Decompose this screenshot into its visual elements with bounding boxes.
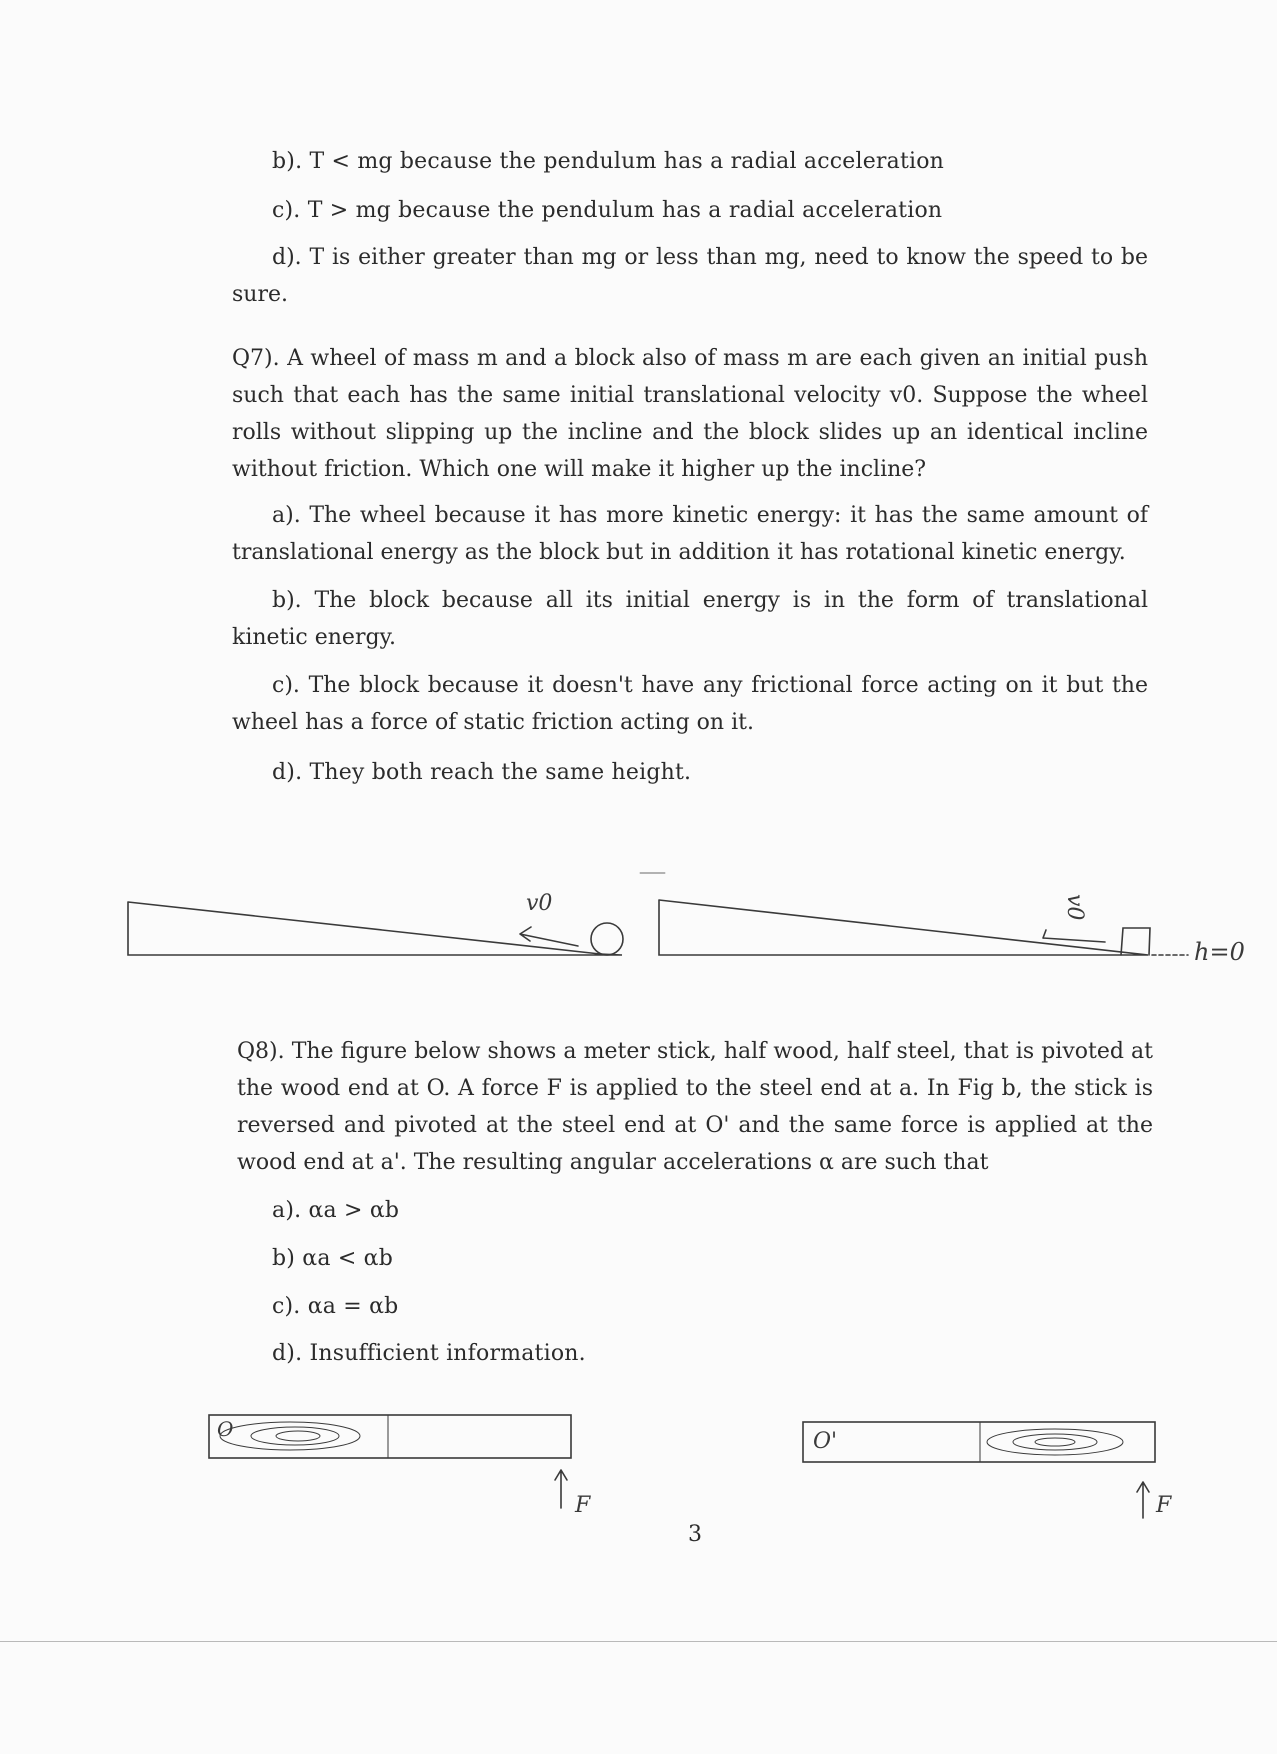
q6-option-d-text: d). T is either greater than mg or less than mg, need to know the speed to be sure. [232,245,1148,307]
force-arrow-a [555,1470,567,1508]
stick-a [209,1415,571,1458]
q8-option-a [272,1192,399,1230]
q7-option-d-text: d). They both reach the same height. [272,760,692,785]
force-f-label-b: F [1156,1493,1172,1518]
force-f-label-a: F [575,1493,591,1518]
q8-option-b-text: b) αa < αb [272,1246,393,1271]
q8-option-c-text: c). αa = αb [272,1294,399,1319]
q8-option-d [272,1335,586,1373]
q8-option-b [272,1240,393,1278]
wood-grain-b [987,1429,1123,1455]
q8-option-a-text: a). αa > αb [272,1198,400,1223]
q7-option-d [272,754,691,792]
left-v0-label: v0 [526,891,553,916]
q7-option-b: b). The block because all its initial energy is in the form of translational kinetic energy. [232,588,1148,650]
q8-question: Q8). The figure below shows a meter stick, half wood, half steel, that is pivoted at the wood end at O. A force F is applied to the steel end at a. In Fig b, the stick is reversed and pivoted at the steel end at O' and the same force is applied at the wood end at a'. The resulting angular accelerations α are such that [237,1039,1153,1175]
q6-option-d [232,239,1148,313]
stick-b [803,1422,1155,1462]
q6-option-c [272,192,942,230]
height-label: h=0 [1194,938,1245,966]
wood-grain-a [220,1422,360,1450]
page-bottom-rule [0,1641,1277,1642]
block-shape [1121,928,1150,955]
left-velocity-arrow [520,927,578,946]
pivot-o-label: O [217,1417,234,1441]
q7-option-c: c). The block because it doesn't have any frictional force acting on it but the wheel has a force of static friction acting on it. [232,673,1148,735]
q8-option-d-text: d). Insufficient information. [272,1341,586,1366]
wheel-shape [591,923,623,955]
force-arrow-b [1137,1482,1149,1518]
q7-option-a: a). The wheel because it has more kinetic energy: it has the same amount of translational energy as the block but in addition it has rotational kinetic energy. [232,503,1148,565]
meter-stick-figure [0,1400,1277,1530]
right-velocity-arrow [1043,930,1105,942]
q6-option-b-text: b). T < mg because the pendulum has a radial acceleration [272,149,945,174]
pivot-o-prime-label: O' [813,1429,838,1454]
q6-option-c-text: c). T > mg because the pendulum has a radial acceleration [272,198,943,223]
page-number: 3 [688,1522,702,1547]
q8-option-c [272,1288,398,1326]
incline-figure [0,860,1277,970]
q6-option-b [272,143,944,181]
right-v0-label: v0 [1062,894,1087,921]
q7-question: Q7). A wheel of mass m and a block also of mass m are each given an initial push such that each has the same initial translational velocity v0. Suppose the wheel rolls without slipping up the incline and the block slides up an identical incline without friction. Which one will make it higher up the incline? [232,346,1148,482]
